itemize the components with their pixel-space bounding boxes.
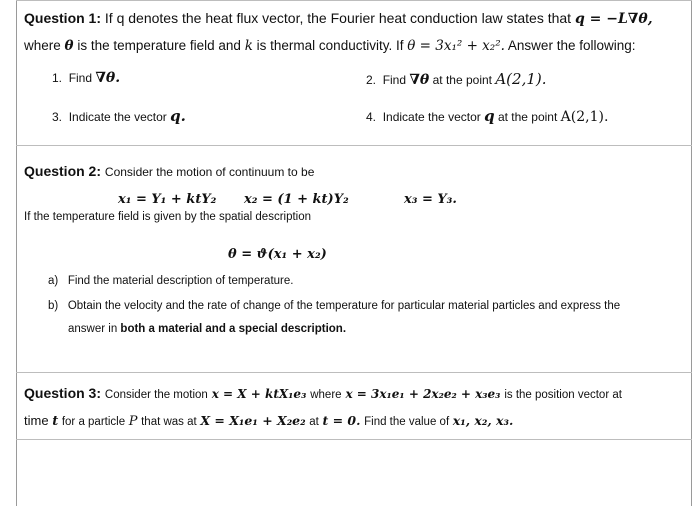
q3-time-text: time xyxy=(24,413,49,428)
item-math: ∇θ xyxy=(409,72,430,88)
divider xyxy=(16,372,692,373)
item-text-bold: both a material and a special description. xyxy=(120,323,347,335)
q3-label: Question 3: xyxy=(24,385,102,401)
q1-theta-eq: θ = 3x₁² + x₂². xyxy=(407,38,505,54)
q1-line2-start: where xyxy=(24,38,61,53)
q1-item-1 xyxy=(52,70,120,86)
q2-item-b-cont xyxy=(68,323,346,335)
q2-eq3: x₃ = Y₃. xyxy=(404,192,457,207)
q3-t0: t = 0. xyxy=(322,413,361,428)
q3-that-was: that was at xyxy=(141,416,197,428)
q1-item-2 xyxy=(366,70,547,88)
q1-law-eq: q = −L∇θ, xyxy=(574,11,653,27)
q1-line2 xyxy=(24,38,636,54)
q1-line2-end: Answer the following: xyxy=(507,38,636,53)
q1-theta: θ xyxy=(64,38,74,54)
item-text2: at the point xyxy=(497,110,558,124)
q3-at: at xyxy=(309,416,319,428)
divider xyxy=(16,0,692,1)
q1-item-4 xyxy=(366,107,608,125)
q2-temp-text: If the temperature field is given by the spatial description xyxy=(24,211,312,223)
item-text: Indicate the vector xyxy=(68,110,167,124)
item-math: ∇θ. xyxy=(95,70,121,86)
q1-line1 xyxy=(24,10,653,27)
q3-vals: x₁, x₂, x₃. xyxy=(452,413,514,428)
q2-eq2: x₂ = (1 + kt)Y₂ xyxy=(244,192,349,207)
q3-where: where xyxy=(310,389,342,401)
q3-line2 xyxy=(24,413,513,429)
q2-item-a xyxy=(48,275,293,287)
item-math: q. xyxy=(170,107,186,125)
q1-intro: If q denotes the heat flux vector, the Fourier heat conduction law states that xyxy=(104,10,572,26)
q2-eq1: x₁ = Y₁ + ktY₂ xyxy=(118,192,217,207)
item-number: 3. xyxy=(52,110,63,124)
q1-item-3 xyxy=(52,107,186,125)
q2-line1 xyxy=(24,163,314,179)
item-number: 1. xyxy=(52,71,63,85)
divider xyxy=(16,439,692,440)
item-math: q xyxy=(484,107,495,125)
q3-P: P xyxy=(128,414,138,429)
q2-temp-eq: θ = ϑ(x₁ + x₂) xyxy=(228,247,327,262)
q3-particle-text: for a particle xyxy=(61,416,126,428)
item-number: 4. xyxy=(366,110,377,124)
q3-intro: Consider the motion xyxy=(104,389,208,401)
q3-motion-eq: x = X + ktX₁e₃ xyxy=(211,387,307,401)
item-math2: A(2,1). xyxy=(495,70,547,88)
item-number: 2. xyxy=(366,73,377,87)
q2-label: Question 2: xyxy=(24,163,102,179)
q1-line2-mid2: is thermal conductivity. If xyxy=(256,38,404,53)
q1-label: Question 1: xyxy=(24,10,102,26)
item-math2: A(2,1). xyxy=(560,109,609,125)
divider xyxy=(16,145,692,146)
q3-X-eq: X = X₁e₁ + X₂e₂ xyxy=(200,413,306,428)
q2-item-b xyxy=(48,300,620,312)
item-text: Indicate the vector xyxy=(382,110,481,124)
item-text-cont: answer in xyxy=(68,323,118,335)
q2-intro: Consider the motion of continuum to be xyxy=(104,165,315,179)
q3-pos-text: is the position vector at xyxy=(504,389,622,401)
q3-t: t xyxy=(52,414,59,429)
q3-line1 xyxy=(24,385,622,401)
item-text: Find xyxy=(68,71,93,85)
q1-line2-mid: is the temperature field and xyxy=(77,38,241,53)
item-label: b) xyxy=(48,300,59,312)
q3-pos-eq: x = 3x₁e₁ + 2x₂e₂ + x₃e₃ xyxy=(345,387,501,401)
item-text2: at the point xyxy=(432,73,492,87)
q3-find: Find the value of xyxy=(364,416,450,428)
item-text: Find the material description of temperature. xyxy=(67,275,294,287)
q1-k: k xyxy=(244,38,253,54)
item-text: Find xyxy=(382,73,407,87)
item-text: Obtain the velocity and the rate of change of the temperature for particular material particles and express the xyxy=(67,300,621,312)
item-label: a) xyxy=(48,275,59,287)
